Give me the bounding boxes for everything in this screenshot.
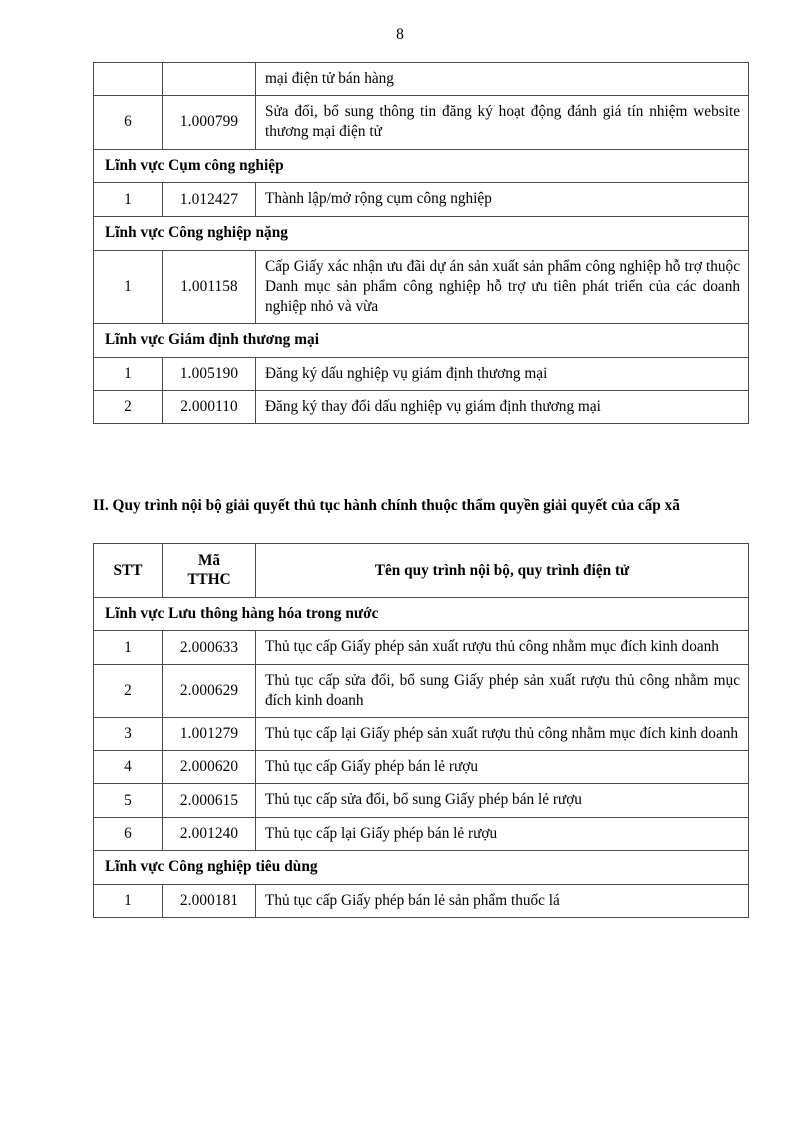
table-top-body	[94, 63, 749, 424]
section-label: Lĩnh vực Lưu thông hàng hóa trong nước	[105, 604, 379, 622]
table-row	[94, 250, 749, 324]
table-row	[94, 717, 749, 750]
table-section-row	[94, 216, 749, 250]
table-row	[94, 751, 749, 784]
procedures-table-provincial-continued	[93, 62, 749, 424]
table-row	[94, 63, 749, 96]
cell-ma-tthc	[163, 391, 256, 424]
cell-procedure-name	[256, 784, 749, 817]
cell-procedure-name	[256, 96, 749, 149]
header-cell-ma-tthc	[163, 544, 256, 598]
value-procedure-name: Thủ tục cấp Giấy phép bán lẻ sản phẩm thuốc lá	[265, 891, 560, 909]
table-row	[94, 357, 749, 390]
cell-stt	[94, 664, 163, 717]
value-ma-tthc: 1.001279	[179, 725, 239, 743]
cell-stt	[94, 63, 163, 96]
cell-stt	[94, 717, 163, 750]
cell-ma-tthc	[163, 250, 256, 324]
table-row	[94, 784, 749, 817]
value-stt: 6	[124, 113, 132, 131]
cell-procedure-name	[256, 631, 749, 664]
cell-stt	[94, 884, 163, 917]
cell-procedure-name	[256, 391, 749, 424]
header-label-ma-tthc-line1: Mã	[197, 552, 221, 569]
value-procedure-name: Thủ tục cấp sửa đổi, bổ sung Giấy phép sản xuất rượu thủ công nhằm mục đích kinh doanh	[265, 671, 740, 709]
cell-ma-tthc	[163, 784, 256, 817]
value-ma-tthc: 1.000799	[179, 113, 239, 131]
value-ma-tthc: 2.000633	[179, 638, 239, 656]
value-procedure-name: Thành lập/mở rộng cụm công nghiệp	[265, 190, 492, 208]
value-procedure-name: Đăng ký dấu nghiệp vụ giám định thương mại	[265, 364, 548, 382]
table-row	[94, 884, 749, 917]
cell-stt	[94, 751, 163, 784]
cell-procedure-name	[256, 250, 749, 324]
cell-procedure-name	[256, 664, 749, 717]
header-cell-stt	[94, 544, 163, 598]
section-label: Lĩnh vực Giám định thương mại	[105, 331, 320, 349]
value-ma-tthc: 2.000181	[179, 891, 239, 909]
header-label-ma-tthc-line2: TTHC	[187, 571, 231, 589]
value-ma-tthc	[163, 64, 255, 94]
value-stt: 4	[124, 758, 132, 776]
cell-ma-tthc	[163, 357, 256, 390]
cell-ma-tthc	[163, 817, 256, 850]
value-stt: 1	[124, 190, 132, 208]
section-cell	[94, 324, 749, 358]
cell-procedure-name	[256, 63, 749, 96]
cell-ma-tthc	[163, 884, 256, 917]
cell-stt	[94, 96, 163, 149]
table-row	[94, 664, 749, 717]
cell-ma-tthc	[163, 631, 256, 664]
value-stt: 2	[124, 681, 132, 699]
cell-procedure-name	[256, 717, 749, 750]
table-section-row	[94, 850, 749, 884]
value-ma-tthc: 2.000620	[179, 758, 239, 776]
value-procedure-name: Cấp Giấy xác nhận ưu đãi dự án sản xuất sản phẩm công nghiệp hỗ trợ thuộc Danh mục sản phẩm công nghiệp hỗ trợ ưu tiên phát triển của các doanh nghiệp nhỏ và vừa	[265, 257, 740, 315]
cell-stt	[94, 250, 163, 324]
section-cell	[94, 850, 749, 884]
header-label-ma-tthc	[163, 544, 255, 597]
table-section-row	[94, 597, 749, 631]
cell-stt	[94, 631, 163, 664]
value-procedure-name: Sửa đổi, bổ sung thông tin đăng ký hoạt động đánh giá tín nhiệm website thương mại điện tử	[265, 103, 740, 141]
section-label: Lĩnh vực Cụm công nghiệp	[105, 156, 284, 174]
cell-ma-tthc	[163, 96, 256, 149]
table-row	[94, 96, 749, 149]
table-header-row	[94, 544, 749, 598]
header-label-stt: STT	[113, 561, 143, 579]
value-ma-tthc: 1.001158	[180, 277, 238, 295]
value-ma-tthc: 1.005190	[179, 365, 239, 383]
value-procedure-name: Thủ tục cấp Giấy phép sản xuất rượu thủ công nhằm mục đích kinh doanh	[265, 638, 719, 656]
value-procedure-name: mại điện tử bán hàng	[265, 70, 394, 87]
section-label: Lĩnh vực Công nghiệp nặng	[105, 223, 289, 241]
value-stt: 1	[124, 277, 132, 295]
table-row	[94, 183, 749, 216]
header-cell-name	[256, 544, 749, 598]
value-stt: 5	[124, 791, 132, 809]
value-stt: 1	[124, 638, 132, 656]
value-stt: 1	[124, 365, 132, 383]
section-cell	[94, 216, 749, 250]
page-number: 8	[396, 26, 404, 43]
value-procedure-name: Thủ tục cấp lại Giấy phép sản xuất rượu thủ công nhằm mục đích kinh doanh	[265, 724, 739, 742]
section-cell	[94, 597, 749, 631]
cell-ma-tthc	[163, 751, 256, 784]
value-stt	[94, 64, 162, 94]
value-stt: 3	[124, 725, 132, 743]
cell-stt	[94, 183, 163, 216]
cell-procedure-name	[256, 751, 749, 784]
table-row	[94, 631, 749, 664]
table-row	[94, 391, 749, 424]
table-bottom-body	[94, 544, 749, 918]
section-label: Lĩnh vực Công nghiệp tiêu dùng	[105, 857, 318, 875]
cell-ma-tthc	[163, 63, 256, 96]
header-label-name: Tên quy trình nội bộ, quy trình điện tử	[374, 561, 630, 579]
value-stt: 6	[124, 824, 132, 842]
value-stt: 1	[124, 891, 132, 909]
section-cell	[94, 149, 749, 183]
value-procedure-name: Thủ tục cấp sửa đổi, bổ sung Giấy phép bán lẻ rượu	[265, 791, 582, 809]
cell-ma-tthc	[163, 717, 256, 750]
cell-ma-tthc	[163, 183, 256, 216]
cell-stt	[94, 357, 163, 390]
value-procedure-name: Thủ tục cấp Giấy phép bán lẻ rượu	[265, 758, 479, 776]
cell-procedure-name	[256, 183, 749, 216]
value-ma-tthc: 2.000615	[179, 791, 239, 809]
cell-stt	[94, 784, 163, 817]
value-ma-tthc: 1.012427	[179, 190, 239, 208]
value-procedure-name: Đăng ký thay đổi dấu nghiệp vụ giám định thương mại	[265, 398, 601, 416]
cell-stt	[94, 391, 163, 424]
value-ma-tthc: 2.001240	[179, 824, 239, 842]
value-procedure-name: Thủ tục cấp lại Giấy phép bán lẻ rượu	[265, 824, 498, 842]
table-row	[94, 817, 749, 850]
procedures-table-commune	[93, 543, 749, 918]
cell-ma-tthc	[163, 664, 256, 717]
value-ma-tthc: 2.000629	[179, 681, 239, 699]
value-ma-tthc: 2.000110	[180, 398, 238, 416]
cell-procedure-name	[256, 357, 749, 390]
cell-procedure-name	[256, 884, 749, 917]
cell-stt	[94, 817, 163, 850]
cell-procedure-name	[256, 817, 749, 850]
section-ii-heading: II. Quy trình nội bộ giải quyết thủ tục hành chính thuộc thẩm quyền giải quyết của cấp xã	[93, 497, 680, 514]
table-section-row	[94, 324, 749, 358]
table-section-row	[94, 149, 749, 183]
value-stt: 2	[124, 398, 132, 416]
